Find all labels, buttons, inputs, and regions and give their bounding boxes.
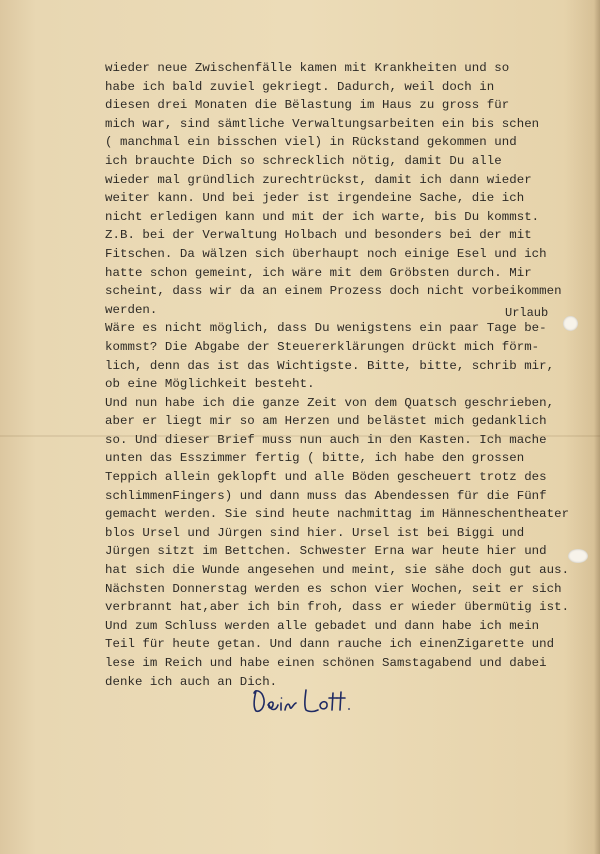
handwritten-signature — [250, 685, 355, 715]
letter-line: unten das Esszimmer fertig ( bitte, ich habe den grossen — [105, 451, 525, 466]
letter-line: werden. — [105, 302, 158, 317]
letter-line: Und zum Schluss werden alle gebadet und dann habe ich mein — [105, 618, 540, 633]
letter-line: hatte schon gemeint, ich wäre mit dem Gröbsten durch. Mir — [105, 265, 532, 280]
letter-line: lese im Reich und habe einen schönen Samstagabend und dabei — [105, 656, 547, 670]
letter-line: hat sich die Wunde angesehen und meint, sie sähe doch gut aus. — [105, 563, 570, 578]
letter-line: Fitschen. Da wälzen sich überhaupt noch einige Esel und ich — [105, 246, 547, 261]
letter-line: Und nun habe ich die ganze Zeit von dem Quatsch geschrieben, — [105, 395, 555, 410]
letter-line: Wäre es nicht möglich, dass Du wenigstens ein paar Tage be- — [105, 321, 547, 336]
letter-line: weiter kann. Und bei jeder ist irgendeine Sache, die ich — [105, 191, 525, 206]
letter-line: schlimmenFingers) und dann muss das Abendessen für die Fünf — [105, 488, 547, 503]
letter-line: nicht erledigen kann und mit der ich warte, bis Du kommst. — [105, 209, 540, 224]
letter-line: habe ich bald zuviel gekriegt. Dadurch, weil doch in — [105, 79, 495, 94]
letter-line: mich war, sind sämtliche Verwaltungsarbeiten ein bis schen — [105, 116, 540, 131]
letter-line: kommst? Die Abgabe der Steuererklärungen drückt mich förm- — [105, 339, 540, 354]
letter-line: gemacht werden. Sie sind heute nachmittag im Hänneschentheater — [105, 507, 570, 522]
letter-line: Teil für heute getan. Und dann rauche ich einenZigarette und — [105, 637, 555, 652]
letter-line: ich brauchte Dich so schrecklich nötig, damit Du alle — [105, 153, 502, 168]
letter-line: diesen drei Monaten die Bëlastung im Haus zu gross für — [105, 98, 510, 113]
letter-line: Teppich allein geklopft und alle Böden gescheuert trotz des — [105, 470, 547, 485]
letter-line: so. Und dieser Brief muss nun auch in den Kasten. Ich mache — [105, 432, 547, 447]
letter-body — [105, 59, 575, 691]
letter-line: blos Ursel und Jürgen sind hier. Ursel ist bei Biggi und — [105, 525, 525, 540]
page-edge-shadow — [594, 0, 600, 854]
letter-line: ( manchmal ein bisschen viel) in Rückstand gekommen und — [105, 135, 517, 150]
letter-line: Nächsten Donnerstag werden es schon vier Wochen, seit er sich — [105, 581, 562, 596]
letter-line: Z.B. bei der Verwaltung Holbach und besonders bei der mit — [105, 228, 532, 243]
letter-line: scheint, dass wir da an einem Prozess doch nicht vorbeikommen — [105, 284, 562, 299]
letter-line: aber er liegt mir so am Herzen und belästet mich gedanklich — [105, 414, 547, 429]
letter-line: wieder neue Zwischenfälle kamen mit Krankheiten und so — [105, 61, 510, 75]
inserted-word: Urlaub — [505, 306, 549, 320]
letter-line: Jürgen sitzt im Bettchen. Schwester Erna war heute hier und — [105, 544, 547, 559]
letter-line: denke ich auch an Dich. — [105, 674, 278, 689]
letter-line: lich, denn das ist das Wichtigste. Bitte, bitte, schrib mir, — [105, 358, 555, 373]
letter-line: wieder mal gründlich zurechtrückst, damit ich dann wieder — [105, 172, 532, 187]
letter-line: ob eine Möglichkeit besteht. — [105, 377, 315, 392]
letter-line: verbrannt hat,aber ich bin froh, dass er wieder übermütig ist. — [105, 600, 570, 615]
